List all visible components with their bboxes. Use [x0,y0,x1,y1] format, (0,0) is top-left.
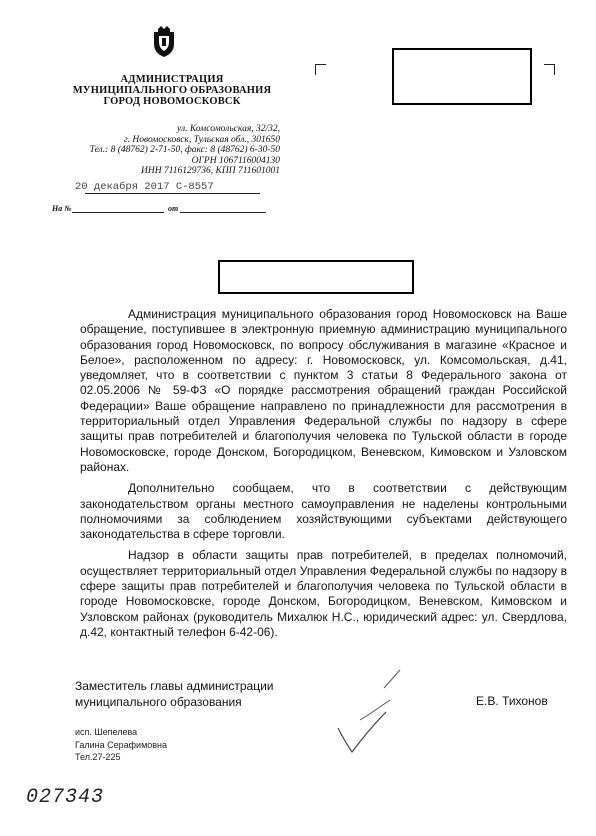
address-corner-right [544,64,555,75]
executor-label: исп. Шепелева [75,727,138,737]
paragraph: Дополнительно сообщаем, что в соответствии с действующим законодательством органы местного самоуправления не наделены контрольными полномочиями за соблюдением хозяйствующими субъектами действующего законодательства в сфере торговли. [80,481,567,542]
org-address [30,124,280,177]
redacted-recipient-box [392,48,532,105]
executor-phone: Тел.27-225 [75,752,121,762]
signatory-position [75,678,273,710]
org-name-line: МУНИЦИПАЛЬНОГО ОБРАЗОВАНИЯ [72,85,272,96]
address-corner-left [315,64,326,75]
paragraph: Администрация муниципального образования город Новомосковск на Ваше обращение, поступившее в электронную приемную администрацию муниципального образования город Новомосковск, по вопросу обслуживания в магазине «Красное и Белое», расположенном по адресу: г. Новомосковск, ул. Комсомольская, д.41, уведомляет, что в соответствии с пунктом 3 статьи 8 Федерального закона от 02.05.2006 № 59-ФЗ «О порядке рассмотрения обращений граждан Российской Федерации» Ваше обращение направлено по принадлежности для рассмотрения в территориальный отдел Управления Федеральной службы по надзору в сфере защиты прав потребителей и благополучия человека по Тульской области в городе Новомосковске, городе Донском, Богородицком, Веневском, Кимовском и Узловском районах. [80,307,567,474]
executor-info [75,726,167,764]
coat-of-arms-icon [150,26,178,58]
position-line: Заместитель главы администрации [75,679,274,693]
address-inn: ИНН 7116129736, КПП 711601001 [141,166,280,176]
date-underline [85,193,260,194]
handwritten-signature [330,668,430,758]
signatory-name: Е.В. Тихонов [476,694,548,708]
org-name-line: ГОРОД НОВОМОСКОВСК [103,96,241,107]
org-name-line: АДМИНИСТРАЦИЯ [120,74,224,85]
ot-underline [180,212,266,213]
address-phone: Тел.: 8 (48762) 2-71-50, факс: 8 (48762) 6-30-50 [89,145,280,155]
document-number: 027343 [26,786,105,809]
redacted-salutation-box [218,260,414,294]
letter-body [80,307,567,640]
date-stamp: 20 декабря 2017 С-8557 [75,181,214,193]
ot-label: от [168,204,179,213]
ref-underline [72,212,164,213]
address-city: г. Новомосковск, Тульская обл., 301650 [124,134,280,145]
executor-name: Галина Серафимовна [75,739,168,750]
position-line: муниципального образования [75,695,242,709]
address-street: ул. Комсомольская, 32/32, [176,124,280,134]
paragraph: Надзор в области защиты прав потребителей, в пределах полномочий, осуществляет территориальный отдел Управления Федеральной службы по надзору в сфере защиты прав потребителей и благополучия человека по Тульской области в городе Новомосковске, городе Донском, Богородицком, Веневском, Кимовском и Узловском районах (руководитель Михалюк Н.С., юридический адрес: ул. Свердлова, д.42, контактный телефон 6-42-06). [80,548,567,639]
address-ogrn: ОГРН 1067116004130 [191,155,280,166]
ref-label: На № [52,204,72,213]
org-name [72,74,272,107]
